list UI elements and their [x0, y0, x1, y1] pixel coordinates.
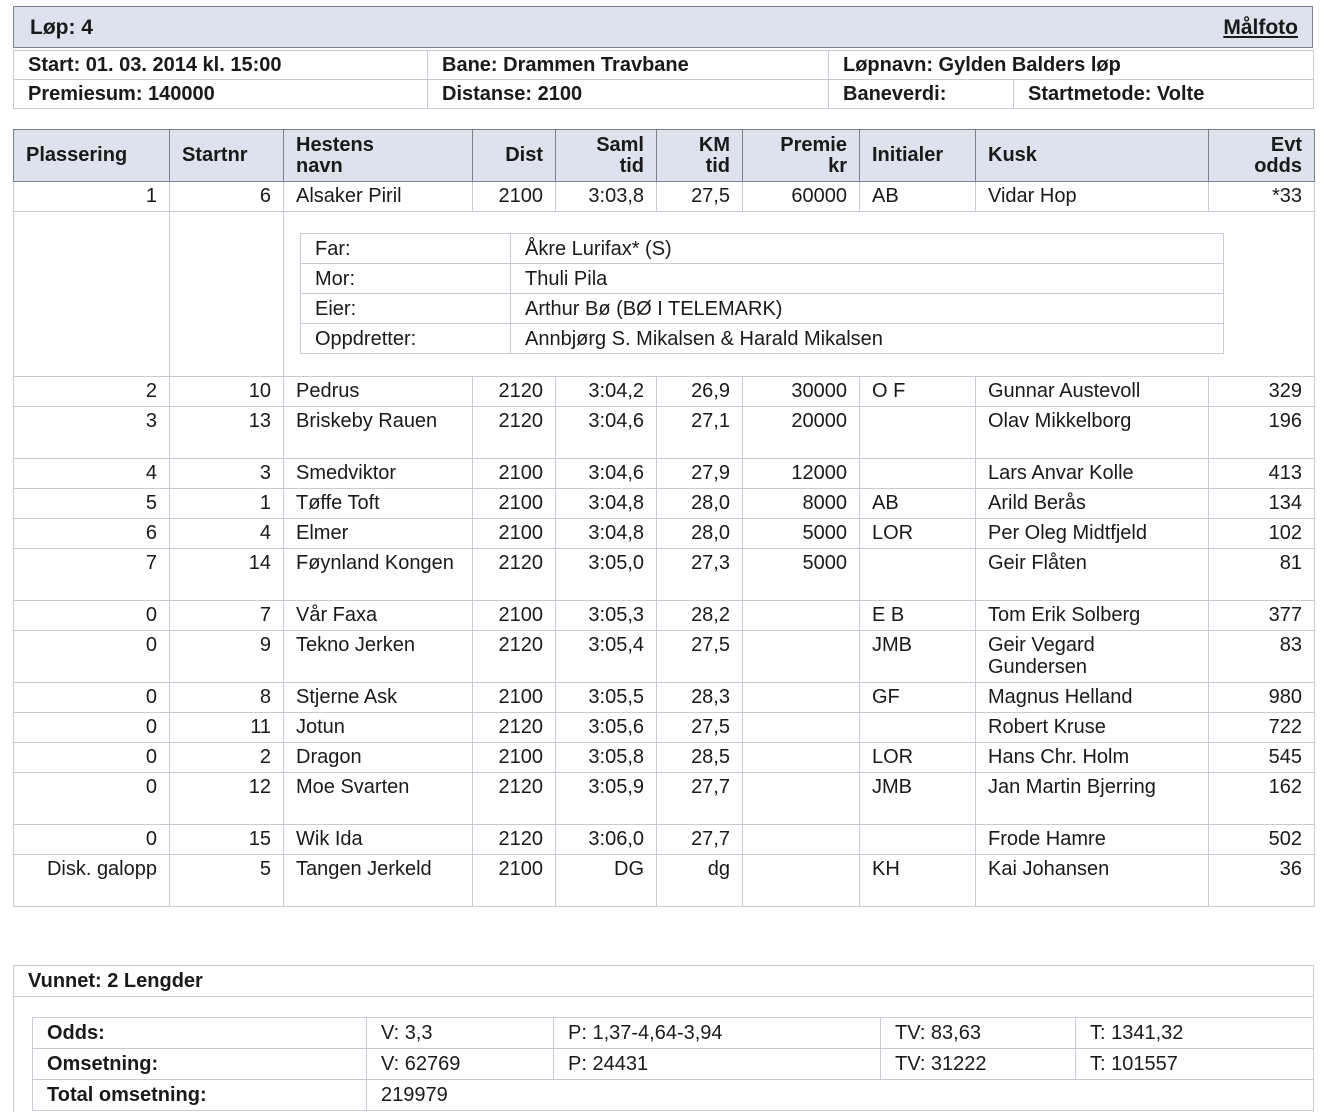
odds-tv: TV: 83,63 [881, 1018, 1076, 1049]
table-row[interactable] [14, 825, 1315, 855]
cell-km-time: 27,3 [657, 549, 743, 601]
col-odds[interactable] [1209, 130, 1315, 182]
cell-prize: 5000 [743, 519, 860, 549]
cell-km-time: 28,0 [657, 489, 743, 519]
track-name: Bane: Drammen Travbane [428, 51, 829, 80]
cell-startnr: 10 [170, 377, 284, 407]
cell-odds: 162 [1209, 773, 1315, 825]
pedigree-spacer-1 [14, 212, 170, 377]
cell-prize: 60000 [743, 182, 860, 212]
cell-prize: 8000 [743, 489, 860, 519]
cell-driver: Frode Hamre [976, 825, 1209, 855]
cell-driver: Per Oleg Midtfjeld [976, 519, 1209, 549]
start-time: Start: 01. 03. 2014 kl. 15:00 [14, 51, 428, 80]
race-info-table [13, 50, 1314, 109]
cell-startnr: 9 [170, 631, 284, 683]
table-row[interactable] [14, 855, 1315, 907]
cell-placement: 2 [14, 377, 170, 407]
mother-label: Mor: [301, 264, 511, 294]
table-row[interactable] [14, 407, 1315, 459]
table-row[interactable] [14, 773, 1315, 825]
cell-driver: Hans Chr. Holm [976, 743, 1209, 773]
summary-divider [14, 996, 1313, 997]
odds-p: P: 1,37-4,64-3,94 [554, 1018, 881, 1049]
cell-driver: Gunnar Austevoll [976, 377, 1209, 407]
cell-dist: 2100 [473, 855, 556, 907]
cell-initials: KH [860, 855, 976, 907]
cell-placement: Disk. galopp [14, 855, 170, 907]
turnover-p: P: 24431 [554, 1049, 881, 1080]
odds-t: T: 1341,32 [1076, 1018, 1314, 1049]
cell-prize [743, 773, 860, 825]
photo-finish-link[interactable]: Målfoto [1223, 16, 1298, 39]
cell-total-time: 3:04,8 [556, 519, 657, 549]
cell-startnr: 15 [170, 825, 284, 855]
col-total-time[interactable] [556, 130, 657, 182]
col-startnr[interactable]: Startnr [170, 130, 284, 182]
cell-driver: Tom Erik Solberg [976, 601, 1209, 631]
cell-horse: Moe Svarten [284, 773, 473, 825]
cell-total-time: 3:06,0 [556, 825, 657, 855]
pedigree-cell [284, 212, 1315, 377]
col-km-line2: tid [705, 154, 730, 177]
table-row[interactable] [14, 683, 1315, 713]
total-turnover-label: Total omsetning: [33, 1080, 367, 1111]
cell-horse: Briskeby Rauen [284, 407, 473, 459]
cell-odds: 102 [1209, 519, 1315, 549]
cell-total-time: 3:04,6 [556, 407, 657, 459]
cell-odds: 36 [1209, 855, 1315, 907]
cell-prize [743, 683, 860, 713]
cell-total-time: 3:05,9 [556, 773, 657, 825]
cell-horse: Pedrus [284, 377, 473, 407]
cell-km-time: 27,9 [657, 459, 743, 489]
cell-placement: 0 [14, 773, 170, 825]
cell-total-time: 3:05,4 [556, 631, 657, 683]
odds-v: V: 3,3 [367, 1018, 554, 1049]
owner-value: Arthur Bø (BØ I TELEMARK) [511, 294, 1224, 324]
col-horse[interactable] [284, 130, 473, 182]
cell-km-time: 28,5 [657, 743, 743, 773]
cell-prize [743, 601, 860, 631]
summary-box [13, 965, 1314, 1112]
table-row[interactable] [14, 182, 1315, 212]
cell-total-time: 3:04,6 [556, 459, 657, 489]
cell-initials: GF [860, 683, 976, 713]
cell-dist: 2100 [473, 459, 556, 489]
cell-dist: 2120 [473, 631, 556, 683]
cell-horse: Smedviktor [284, 459, 473, 489]
col-placement[interactable]: Plassering [14, 130, 170, 182]
cell-prize [743, 855, 860, 907]
cell-placement: 0 [14, 713, 170, 743]
cell-placement: 0 [14, 743, 170, 773]
cell-placement: 0 [14, 825, 170, 855]
col-initials[interactable]: Initialer [860, 130, 976, 182]
cell-placement: 6 [14, 519, 170, 549]
cell-odds: 329 [1209, 377, 1315, 407]
cell-total-time: 3:05,6 [556, 713, 657, 743]
mother-value: Thuli Pila [511, 264, 1224, 294]
cell-total-time: 3:03,8 [556, 182, 657, 212]
cell-placement: 0 [14, 683, 170, 713]
cell-dist: 2100 [473, 743, 556, 773]
results-table [13, 129, 1315, 907]
cell-initials: E B [860, 601, 976, 631]
cell-km-time: 28,2 [657, 601, 743, 631]
cell-dist: 2100 [473, 683, 556, 713]
cell-km-time: 27,1 [657, 407, 743, 459]
cell-odds: 83 [1209, 631, 1315, 683]
cell-km-time: dg [657, 855, 743, 907]
cell-placement: 0 [14, 601, 170, 631]
turnover-v: V: 62769 [367, 1049, 554, 1080]
table-row[interactable] [14, 601, 1315, 631]
cell-km-time: 26,9 [657, 377, 743, 407]
cell-horse: Føynland Kongen [284, 549, 473, 601]
cell-total-time: 3:05,5 [556, 683, 657, 713]
cell-horse: Stjerne Ask [284, 683, 473, 713]
cell-km-time: 27,7 [657, 825, 743, 855]
odds-label: Odds: [33, 1018, 367, 1049]
cell-initials [860, 713, 976, 743]
cell-initials: O F [860, 377, 976, 407]
cell-km-time: 27,5 [657, 713, 743, 743]
cell-driver: Robert Kruse [976, 713, 1209, 743]
cell-placement: 5 [14, 489, 170, 519]
race-header [13, 6, 1313, 48]
cell-initials: AB [860, 489, 976, 519]
race-name: Løpnavn: Gylden Balders løp [829, 51, 1314, 80]
cell-dist: 2120 [473, 549, 556, 601]
col-dist[interactable]: Dist [473, 130, 556, 182]
father-label: Far: [301, 234, 511, 264]
cell-dist: 2100 [473, 519, 556, 549]
cell-driver: Kai Johansen [976, 855, 1209, 907]
cell-odds: 377 [1209, 601, 1315, 631]
cell-dist: 2120 [473, 407, 556, 459]
cell-startnr: 13 [170, 407, 284, 459]
turnover-tv: TV: 31222 [881, 1049, 1076, 1080]
cell-initials: JMB [860, 773, 976, 825]
cell-startnr: 3 [170, 459, 284, 489]
cell-odds: *33 [1209, 182, 1315, 212]
odds-table [32, 1017, 1314, 1111]
cell-horse: Vår Faxa [284, 601, 473, 631]
cell-horse: Dragon [284, 743, 473, 773]
cell-initials [860, 407, 976, 459]
breeder-value: Annbjørg S. Mikalsen & Harald Mikalsen [511, 324, 1224, 354]
cell-odds: 81 [1209, 549, 1315, 601]
table-row[interactable] [14, 549, 1315, 601]
col-prize[interactable] [743, 130, 860, 182]
cell-km-time: 27,5 [657, 631, 743, 683]
father-value: Åkre Lurifax* (S) [511, 234, 1224, 264]
cell-horse: Elmer [284, 519, 473, 549]
table-row[interactable] [14, 631, 1315, 683]
total-turnover-value: 219979 [367, 1080, 1314, 1111]
cell-odds: 134 [1209, 489, 1315, 519]
pedigree-table [300, 233, 1224, 354]
cell-km-time: 28,3 [657, 683, 743, 713]
cell-horse: Tangen Jerkeld [284, 855, 473, 907]
cell-initials: LOR [860, 743, 976, 773]
cell-horse: Tøffe Toft [284, 489, 473, 519]
col-odds-line2: odds [1254, 154, 1302, 177]
cell-prize [743, 825, 860, 855]
col-total-line2: tid [619, 154, 644, 177]
cell-initials [860, 459, 976, 489]
table-row[interactable] [14, 519, 1315, 549]
cell-startnr: 8 [170, 683, 284, 713]
cell-driver: Arild Berås [976, 489, 1209, 519]
start-method: Startmetode: Volte [1014, 80, 1314, 109]
cell-placement: 4 [14, 459, 170, 489]
cell-placement: 7 [14, 549, 170, 601]
cell-dist: 2100 [473, 182, 556, 212]
track-value: Baneverdi: [829, 80, 1014, 109]
cell-startnr: 11 [170, 713, 284, 743]
table-row[interactable] [14, 743, 1315, 773]
cell-odds: 413 [1209, 459, 1315, 489]
cell-horse: Alsaker Piril [284, 182, 473, 212]
col-prize-line2: kr [828, 154, 847, 177]
table-row[interactable] [14, 459, 1315, 489]
cell-driver: Geir Flåten [976, 549, 1209, 601]
cell-horse: Wik Ida [284, 825, 473, 855]
turnover-label: Omsetning: [33, 1049, 367, 1080]
table-row[interactable] [14, 489, 1315, 519]
cell-total-time: 3:05,8 [556, 743, 657, 773]
col-horse-line1: Hestens [296, 133, 374, 156]
col-km-line1: KM [698, 133, 730, 156]
cell-odds: 196 [1209, 407, 1315, 459]
cell-startnr: 2 [170, 743, 284, 773]
cell-startnr: 1 [170, 489, 284, 519]
cell-driver: Lars Anvar Kolle [976, 459, 1209, 489]
col-driver[interactable]: Kusk [976, 130, 1209, 182]
pedigree-spacer-2 [170, 212, 284, 377]
cell-initials: JMB [860, 631, 976, 683]
col-prize-line1: Premie [780, 133, 847, 156]
cell-km-time: 27,5 [657, 182, 743, 212]
cell-prize [743, 743, 860, 773]
cell-odds: 722 [1209, 713, 1315, 743]
cell-dist: 2120 [473, 377, 556, 407]
cell-startnr: 4 [170, 519, 284, 549]
cell-odds: 502 [1209, 825, 1315, 855]
turnover-t: T: 101557 [1076, 1049, 1314, 1080]
cell-placement: 1 [14, 182, 170, 212]
cell-dist: 2100 [473, 601, 556, 631]
pedigree-row [14, 212, 1315, 377]
cell-prize: 5000 [743, 549, 860, 601]
col-total-line1: Saml [596, 133, 644, 156]
cell-total-time: 3:05,0 [556, 549, 657, 601]
cell-prize [743, 713, 860, 743]
cell-driver: Jan Martin Bjerring [976, 773, 1209, 825]
cell-driver: Geir Vegard Gundersen [976, 631, 1209, 683]
cell-total-time: 3:05,3 [556, 601, 657, 631]
cell-dist: 2120 [473, 825, 556, 855]
cell-placement: 3 [14, 407, 170, 459]
cell-initials [860, 549, 976, 601]
results-header-row [14, 130, 1315, 182]
cell-driver: Vidar Hop [976, 182, 1209, 212]
cell-total-time: DG [556, 855, 657, 907]
cell-dist: 2120 [473, 713, 556, 743]
cell-total-time: 3:04,2 [556, 377, 657, 407]
cell-prize: 20000 [743, 407, 860, 459]
cell-horse: Jotun [284, 713, 473, 743]
cell-initials: LOR [860, 519, 976, 549]
cell-startnr: 7 [170, 601, 284, 631]
cell-dist: 2120 [473, 773, 556, 825]
table-row[interactable] [14, 377, 1315, 407]
distance: Distanse: 2100 [428, 80, 829, 109]
cell-startnr: 5 [170, 855, 284, 907]
cell-odds: 545 [1209, 743, 1315, 773]
col-km-time[interactable] [657, 130, 743, 182]
cell-dist: 2100 [473, 489, 556, 519]
table-row[interactable] [14, 713, 1315, 743]
breeder-label: Oppdretter: [301, 324, 511, 354]
cell-placement: 0 [14, 631, 170, 683]
cell-driver: Magnus Helland [976, 683, 1209, 713]
cell-prize: 12000 [743, 459, 860, 489]
cell-startnr: 14 [170, 549, 284, 601]
cell-prize: 30000 [743, 377, 860, 407]
cell-odds: 980 [1209, 683, 1315, 713]
cell-km-time: 27,7 [657, 773, 743, 825]
won-margin: Vunnet: 2 Lengder [28, 970, 203, 992]
cell-startnr: 6 [170, 182, 284, 212]
col-odds-line1: Evt [1270, 133, 1302, 156]
race-title: Løp: 4 [30, 16, 93, 39]
prize-sum: Premiesum: 140000 [14, 80, 428, 109]
cell-initials: AB [860, 182, 976, 212]
cell-total-time: 3:04,8 [556, 489, 657, 519]
cell-prize [743, 631, 860, 683]
cell-initials [860, 825, 976, 855]
cell-km-time: 28,0 [657, 519, 743, 549]
cell-driver: Olav Mikkelborg [976, 407, 1209, 459]
owner-label: Eier: [301, 294, 511, 324]
cell-startnr: 12 [170, 773, 284, 825]
col-horse-line2: navn [296, 154, 343, 177]
cell-horse: Tekno Jerken [284, 631, 473, 683]
